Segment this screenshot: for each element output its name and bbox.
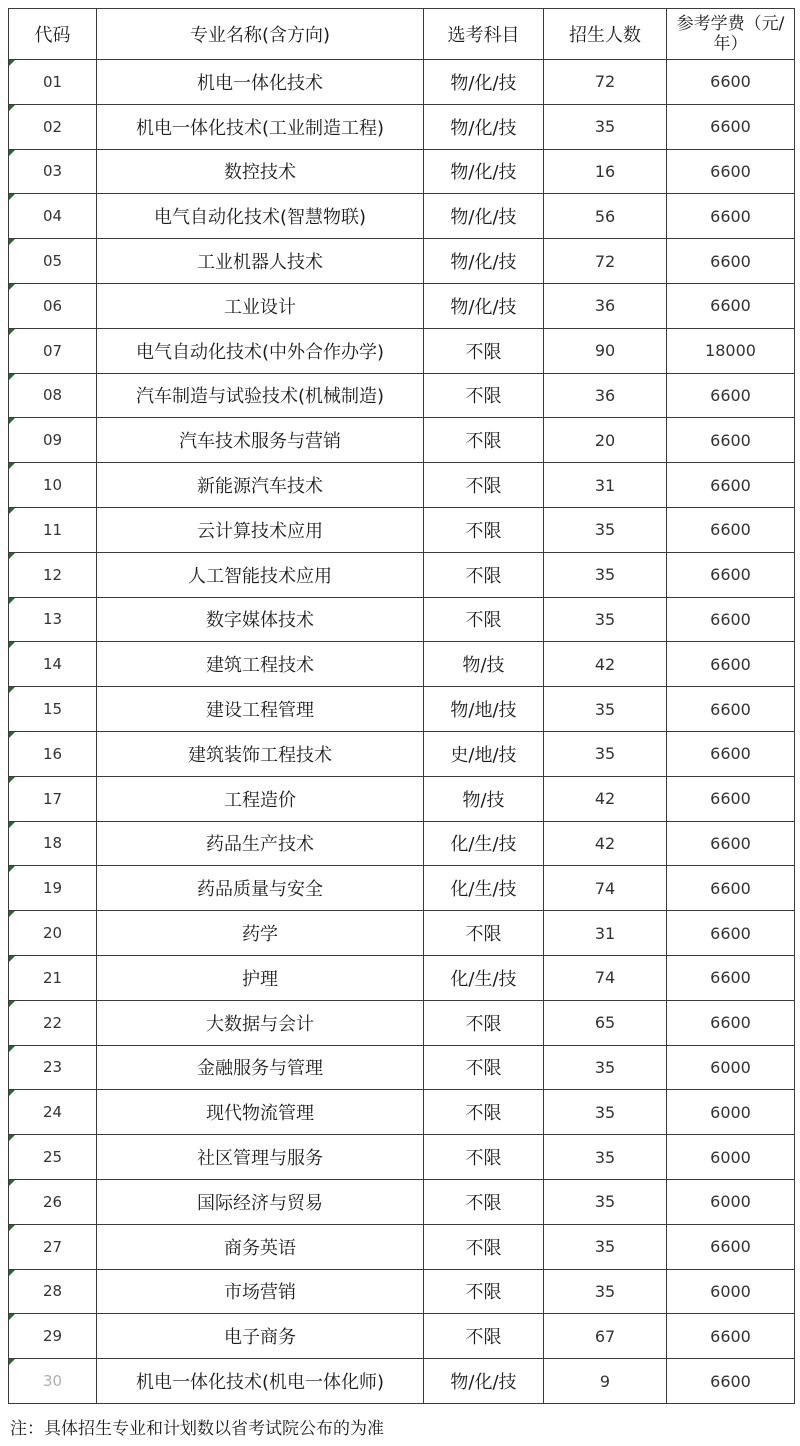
cell-corner-marker	[9, 642, 15, 648]
fee-cell: 6600	[667, 731, 795, 776]
code-cell	[9, 866, 97, 911]
major-name-cell: 机电一体化技术(工业制造工程)	[97, 104, 424, 149]
subjects-cell: 不限	[424, 463, 544, 508]
subjects-cell: 物/地/技	[424, 687, 544, 732]
cell-corner-marker	[9, 822, 15, 828]
cell-corner-marker	[9, 1180, 15, 1186]
table-row	[9, 1179, 795, 1224]
code-text: 17	[42, 789, 63, 808]
major-name-cell: 现代物流管理	[97, 1090, 424, 1135]
cell-corner-marker	[9, 1270, 15, 1276]
major-name-cell: 建设工程管理	[97, 687, 424, 732]
table-row	[9, 821, 795, 866]
header-code: 代码	[9, 9, 97, 60]
major-name-cell: 电气自动化技术(智慧物联)	[97, 194, 424, 239]
code-text: 22	[42, 1013, 63, 1032]
fee-cell: 6000	[667, 1090, 795, 1135]
code-cell	[9, 1224, 97, 1269]
code-cell	[9, 1314, 97, 1359]
code-text: 09	[42, 431, 63, 450]
enrollment-cell: 42	[544, 776, 667, 821]
enrollment-cell: 74	[544, 866, 667, 911]
cell-corner-marker	[9, 194, 15, 200]
fee-cell: 6600	[667, 597, 795, 642]
major-name-cell: 社区管理与服务	[97, 1135, 424, 1180]
code-text: 13	[42, 610, 63, 629]
code-text: 06	[42, 296, 63, 315]
cell-corner-marker	[9, 1001, 15, 1007]
code-cell	[9, 418, 97, 463]
header-name: 专业名称(含方向)	[97, 9, 424, 60]
code-cell	[9, 239, 97, 284]
fee-cell: 6600	[667, 911, 795, 956]
enrollment-cell: 36	[544, 373, 667, 418]
subjects-cell: 物/化/技	[424, 104, 544, 149]
major-name-cell: 机电一体化技术(机电一体化师)	[97, 1359, 424, 1404]
table-row	[9, 1045, 795, 1090]
major-name-cell: 金融服务与管理	[97, 1045, 424, 1090]
fee-cell: 6600	[667, 1224, 795, 1269]
subjects-cell: 化/生/技	[424, 955, 544, 1000]
code-cell	[9, 597, 97, 642]
fee-cell: 6600	[667, 60, 795, 105]
code-text: 28	[42, 1282, 63, 1301]
major-name-cell: 药品质量与安全	[97, 866, 424, 911]
code-text: 29	[42, 1327, 63, 1346]
table-row	[9, 328, 795, 373]
subjects-cell: 不限	[424, 373, 544, 418]
major-name-cell: 市场营销	[97, 1269, 424, 1314]
cell-corner-marker	[9, 956, 15, 962]
cell-corner-marker	[9, 1090, 15, 1096]
code-text: 14	[42, 655, 63, 674]
code-text: 18	[42, 834, 63, 853]
code-text: 10	[42, 476, 63, 495]
subjects-cell: 不限	[424, 1224, 544, 1269]
cell-corner-marker	[9, 329, 15, 335]
subjects-cell: 物/技	[424, 776, 544, 821]
code-text: 21	[42, 968, 63, 987]
table-row	[9, 1314, 795, 1359]
code-text: 15	[42, 700, 63, 719]
cell-corner-marker	[9, 598, 15, 604]
enrollment-cell: 9	[544, 1359, 667, 1404]
cell-corner-marker	[9, 463, 15, 469]
fee-cell: 6000	[667, 1179, 795, 1224]
fee-cell: 6000	[667, 1269, 795, 1314]
subjects-cell: 物/技	[424, 642, 544, 687]
fee-cell: 18000	[667, 328, 795, 373]
code-text: 24	[42, 1103, 63, 1122]
enrollment-cell: 42	[544, 821, 667, 866]
cell-corner-marker	[9, 1314, 15, 1320]
code-text: 02	[42, 117, 63, 136]
enrollment-cell: 16	[544, 149, 667, 194]
enrollment-cell: 35	[544, 552, 667, 597]
code-cell	[9, 1359, 97, 1404]
table-body	[9, 60, 795, 1404]
cell-corner-marker	[9, 1046, 15, 1052]
fee-cell: 6600	[667, 507, 795, 552]
code-cell	[9, 1045, 97, 1090]
code-text: 23	[42, 1058, 63, 1077]
code-text: 27	[42, 1237, 63, 1256]
code-cell	[9, 731, 97, 776]
major-name-cell: 数字媒体技术	[97, 597, 424, 642]
header-enrollment: 招生人数	[544, 9, 667, 60]
table-row	[9, 373, 795, 418]
code-cell	[9, 552, 97, 597]
subjects-cell: 化/生/技	[424, 866, 544, 911]
table-row	[9, 194, 795, 239]
table-row	[9, 776, 795, 821]
enrollment-cell: 31	[544, 463, 667, 508]
cell-corner-marker	[9, 553, 15, 559]
fee-cell: 6600	[667, 1359, 795, 1404]
enrollment-cell: 42	[544, 642, 667, 687]
major-name-cell: 药学	[97, 911, 424, 956]
code-cell	[9, 1000, 97, 1045]
enrollment-cell: 35	[544, 1179, 667, 1224]
table-row	[9, 552, 795, 597]
code-cell	[9, 104, 97, 149]
code-cell	[9, 1090, 97, 1135]
fee-cell: 6600	[667, 776, 795, 821]
table-row	[9, 1269, 795, 1314]
subjects-cell: 物/化/技	[424, 60, 544, 105]
cell-corner-marker	[9, 687, 15, 693]
major-name-cell: 汽车制造与试验技术(机械制造)	[97, 373, 424, 418]
footnote: 注：具体招生专业和计划数以省考试院公布的为准	[10, 1419, 384, 1439]
subjects-cell: 不限	[424, 911, 544, 956]
table-row	[9, 731, 795, 776]
header-row	[9, 9, 795, 60]
table-row	[9, 418, 795, 463]
fee-cell: 6600	[667, 1314, 795, 1359]
cell-corner-marker	[9, 777, 15, 783]
code-cell	[9, 955, 97, 1000]
fee-cell: 6600	[667, 821, 795, 866]
subjects-cell: 不限	[424, 1135, 544, 1180]
enrollment-cell: 35	[544, 1045, 667, 1090]
fee-cell: 6000	[667, 1135, 795, 1180]
cell-corner-marker	[9, 284, 15, 290]
code-text: 25	[42, 1148, 63, 1167]
subjects-cell: 物/化/技	[424, 283, 544, 328]
subjects-cell: 不限	[424, 1000, 544, 1045]
table-row	[9, 463, 795, 508]
code-cell	[9, 463, 97, 508]
fee-cell: 6000	[667, 1045, 795, 1090]
enrollment-cell: 35	[544, 1090, 667, 1135]
enrollment-cell: 35	[544, 1224, 667, 1269]
fee-cell: 6600	[667, 149, 795, 194]
major-name-cell: 人工智能技术应用	[97, 552, 424, 597]
fee-cell: 6600	[667, 239, 795, 284]
fee-cell: 6600	[667, 1000, 795, 1045]
subjects-cell: 不限	[424, 597, 544, 642]
fee-cell: 6600	[667, 104, 795, 149]
code-cell	[9, 194, 97, 239]
code-cell	[9, 821, 97, 866]
table-header	[9, 9, 795, 60]
subjects-cell: 不限	[424, 418, 544, 463]
fee-cell: 6600	[667, 552, 795, 597]
major-name-cell: 数控技术	[97, 149, 424, 194]
cell-corner-marker	[9, 60, 15, 66]
cell-corner-marker	[9, 911, 15, 917]
code-text: 20	[42, 924, 63, 943]
major-name-cell: 国际经济与贸易	[97, 1179, 424, 1224]
enrollment-cell: 72	[544, 60, 667, 105]
table-row	[9, 642, 795, 687]
enrollment-cell: 36	[544, 283, 667, 328]
major-name-cell: 电气自动化技术(中外合作办学)	[97, 328, 424, 373]
header-fee: 参考学费（元/年）	[667, 9, 795, 60]
code-cell	[9, 1135, 97, 1180]
enrollment-cell: 35	[544, 104, 667, 149]
major-name-cell: 护理	[97, 955, 424, 1000]
major-name-cell: 药品生产技术	[97, 821, 424, 866]
enrollment-cell: 35	[544, 1135, 667, 1180]
fee-cell: 6600	[667, 194, 795, 239]
cell-corner-marker	[9, 374, 15, 380]
major-name-cell: 新能源汽车技术	[97, 463, 424, 508]
major-name-cell: 电子商务	[97, 1314, 424, 1359]
major-name-cell: 商务英语	[97, 1224, 424, 1269]
table-row	[9, 1359, 795, 1404]
cell-corner-marker	[9, 150, 15, 156]
code-text: 16	[42, 744, 63, 763]
enrollment-cell: 67	[544, 1314, 667, 1359]
code-cell	[9, 149, 97, 194]
table-row	[9, 283, 795, 328]
cell-corner-marker	[9, 1225, 15, 1231]
cell-corner-marker	[9, 866, 15, 872]
subjects-cell: 物/化/技	[424, 1359, 544, 1404]
code-cell	[9, 642, 97, 687]
table-row	[9, 687, 795, 732]
enrollment-table	[8, 8, 795, 1404]
subjects-cell: 不限	[424, 328, 544, 373]
table-row	[9, 1090, 795, 1135]
subjects-cell: 不限	[424, 1045, 544, 1090]
table-row	[9, 911, 795, 956]
cell-corner-marker	[9, 508, 15, 514]
code-text: 05	[42, 252, 63, 271]
enrollment-cell: 35	[544, 597, 667, 642]
subjects-cell: 化/生/技	[424, 821, 544, 866]
table-row	[9, 60, 795, 105]
major-name-cell: 机电一体化技术	[97, 60, 424, 105]
fee-cell: 6600	[667, 687, 795, 732]
code-text: 11	[42, 520, 63, 539]
code-text: 03	[42, 162, 63, 181]
cell-corner-marker	[9, 418, 15, 424]
code-text: 07	[42, 341, 63, 360]
enrollment-cell: 35	[544, 731, 667, 776]
fee-cell: 6600	[667, 866, 795, 911]
major-name-cell: 工程造价	[97, 776, 424, 821]
header-subjects: 选考科目	[424, 9, 544, 60]
subjects-cell: 物/化/技	[424, 149, 544, 194]
enrollment-cell: 72	[544, 239, 667, 284]
table-row	[9, 1000, 795, 1045]
code-cell	[9, 507, 97, 552]
fee-cell: 6600	[667, 463, 795, 508]
enrollment-cell: 74	[544, 955, 667, 1000]
table-row	[9, 149, 795, 194]
subjects-cell: 不限	[424, 1179, 544, 1224]
major-name-cell: 工业设计	[97, 283, 424, 328]
cell-corner-marker	[9, 1359, 15, 1365]
fee-cell: 6600	[667, 642, 795, 687]
table-row	[9, 866, 795, 911]
code-cell	[9, 776, 97, 821]
code-cell	[9, 687, 97, 732]
enrollment-cell: 35	[544, 1269, 667, 1314]
cell-corner-marker	[9, 105, 15, 111]
cell-corner-marker	[9, 732, 15, 738]
major-name-cell: 大数据与会计	[97, 1000, 424, 1045]
enrollment-cell: 90	[544, 328, 667, 373]
code-cell	[9, 911, 97, 956]
cell-corner-marker	[9, 239, 15, 245]
subjects-cell: 不限	[424, 552, 544, 597]
table-row	[9, 507, 795, 552]
enrollment-cell: 35	[544, 687, 667, 732]
table-row	[9, 1135, 795, 1180]
code-text: 19	[42, 879, 63, 898]
major-name-cell: 汽车技术服务与营销	[97, 418, 424, 463]
code-cell	[9, 373, 97, 418]
fee-cell: 6600	[667, 373, 795, 418]
code-text: 08	[42, 386, 63, 405]
table-row	[9, 104, 795, 149]
major-name-cell: 工业机器人技术	[97, 239, 424, 284]
enrollment-cell: 31	[544, 911, 667, 956]
enrollment-cell: 65	[544, 1000, 667, 1045]
fee-cell: 6600	[667, 955, 795, 1000]
code-text: 30	[42, 1372, 63, 1390]
table-row	[9, 1224, 795, 1269]
enrollment-cell: 56	[544, 194, 667, 239]
code-cell	[9, 328, 97, 373]
code-cell	[9, 283, 97, 328]
code-cell	[9, 1179, 97, 1224]
code-text: 12	[42, 565, 63, 584]
code-text: 01	[42, 72, 63, 91]
major-name-cell: 建筑工程技术	[97, 642, 424, 687]
subjects-cell: 不限	[424, 507, 544, 552]
code-cell	[9, 60, 97, 105]
enrollment-cell: 35	[544, 507, 667, 552]
subjects-cell: 不限	[424, 1314, 544, 1359]
code-text: 26	[42, 1192, 63, 1211]
subjects-cell: 不限	[424, 1269, 544, 1314]
subjects-cell: 不限	[424, 1090, 544, 1135]
table-row	[9, 597, 795, 642]
enrollment-cell: 20	[544, 418, 667, 463]
subjects-cell: 史/地/技	[424, 731, 544, 776]
code-cell	[9, 1269, 97, 1314]
major-name-cell: 云计算技术应用	[97, 507, 424, 552]
major-name-cell: 建筑装饰工程技术	[97, 731, 424, 776]
code-text: 04	[42, 207, 63, 226]
cell-corner-marker	[9, 1135, 15, 1141]
table-row	[9, 955, 795, 1000]
subjects-cell: 物/化/技	[424, 194, 544, 239]
fee-cell: 6600	[667, 418, 795, 463]
fee-cell: 6600	[667, 283, 795, 328]
table-row	[9, 239, 795, 284]
subjects-cell: 物/化/技	[424, 239, 544, 284]
